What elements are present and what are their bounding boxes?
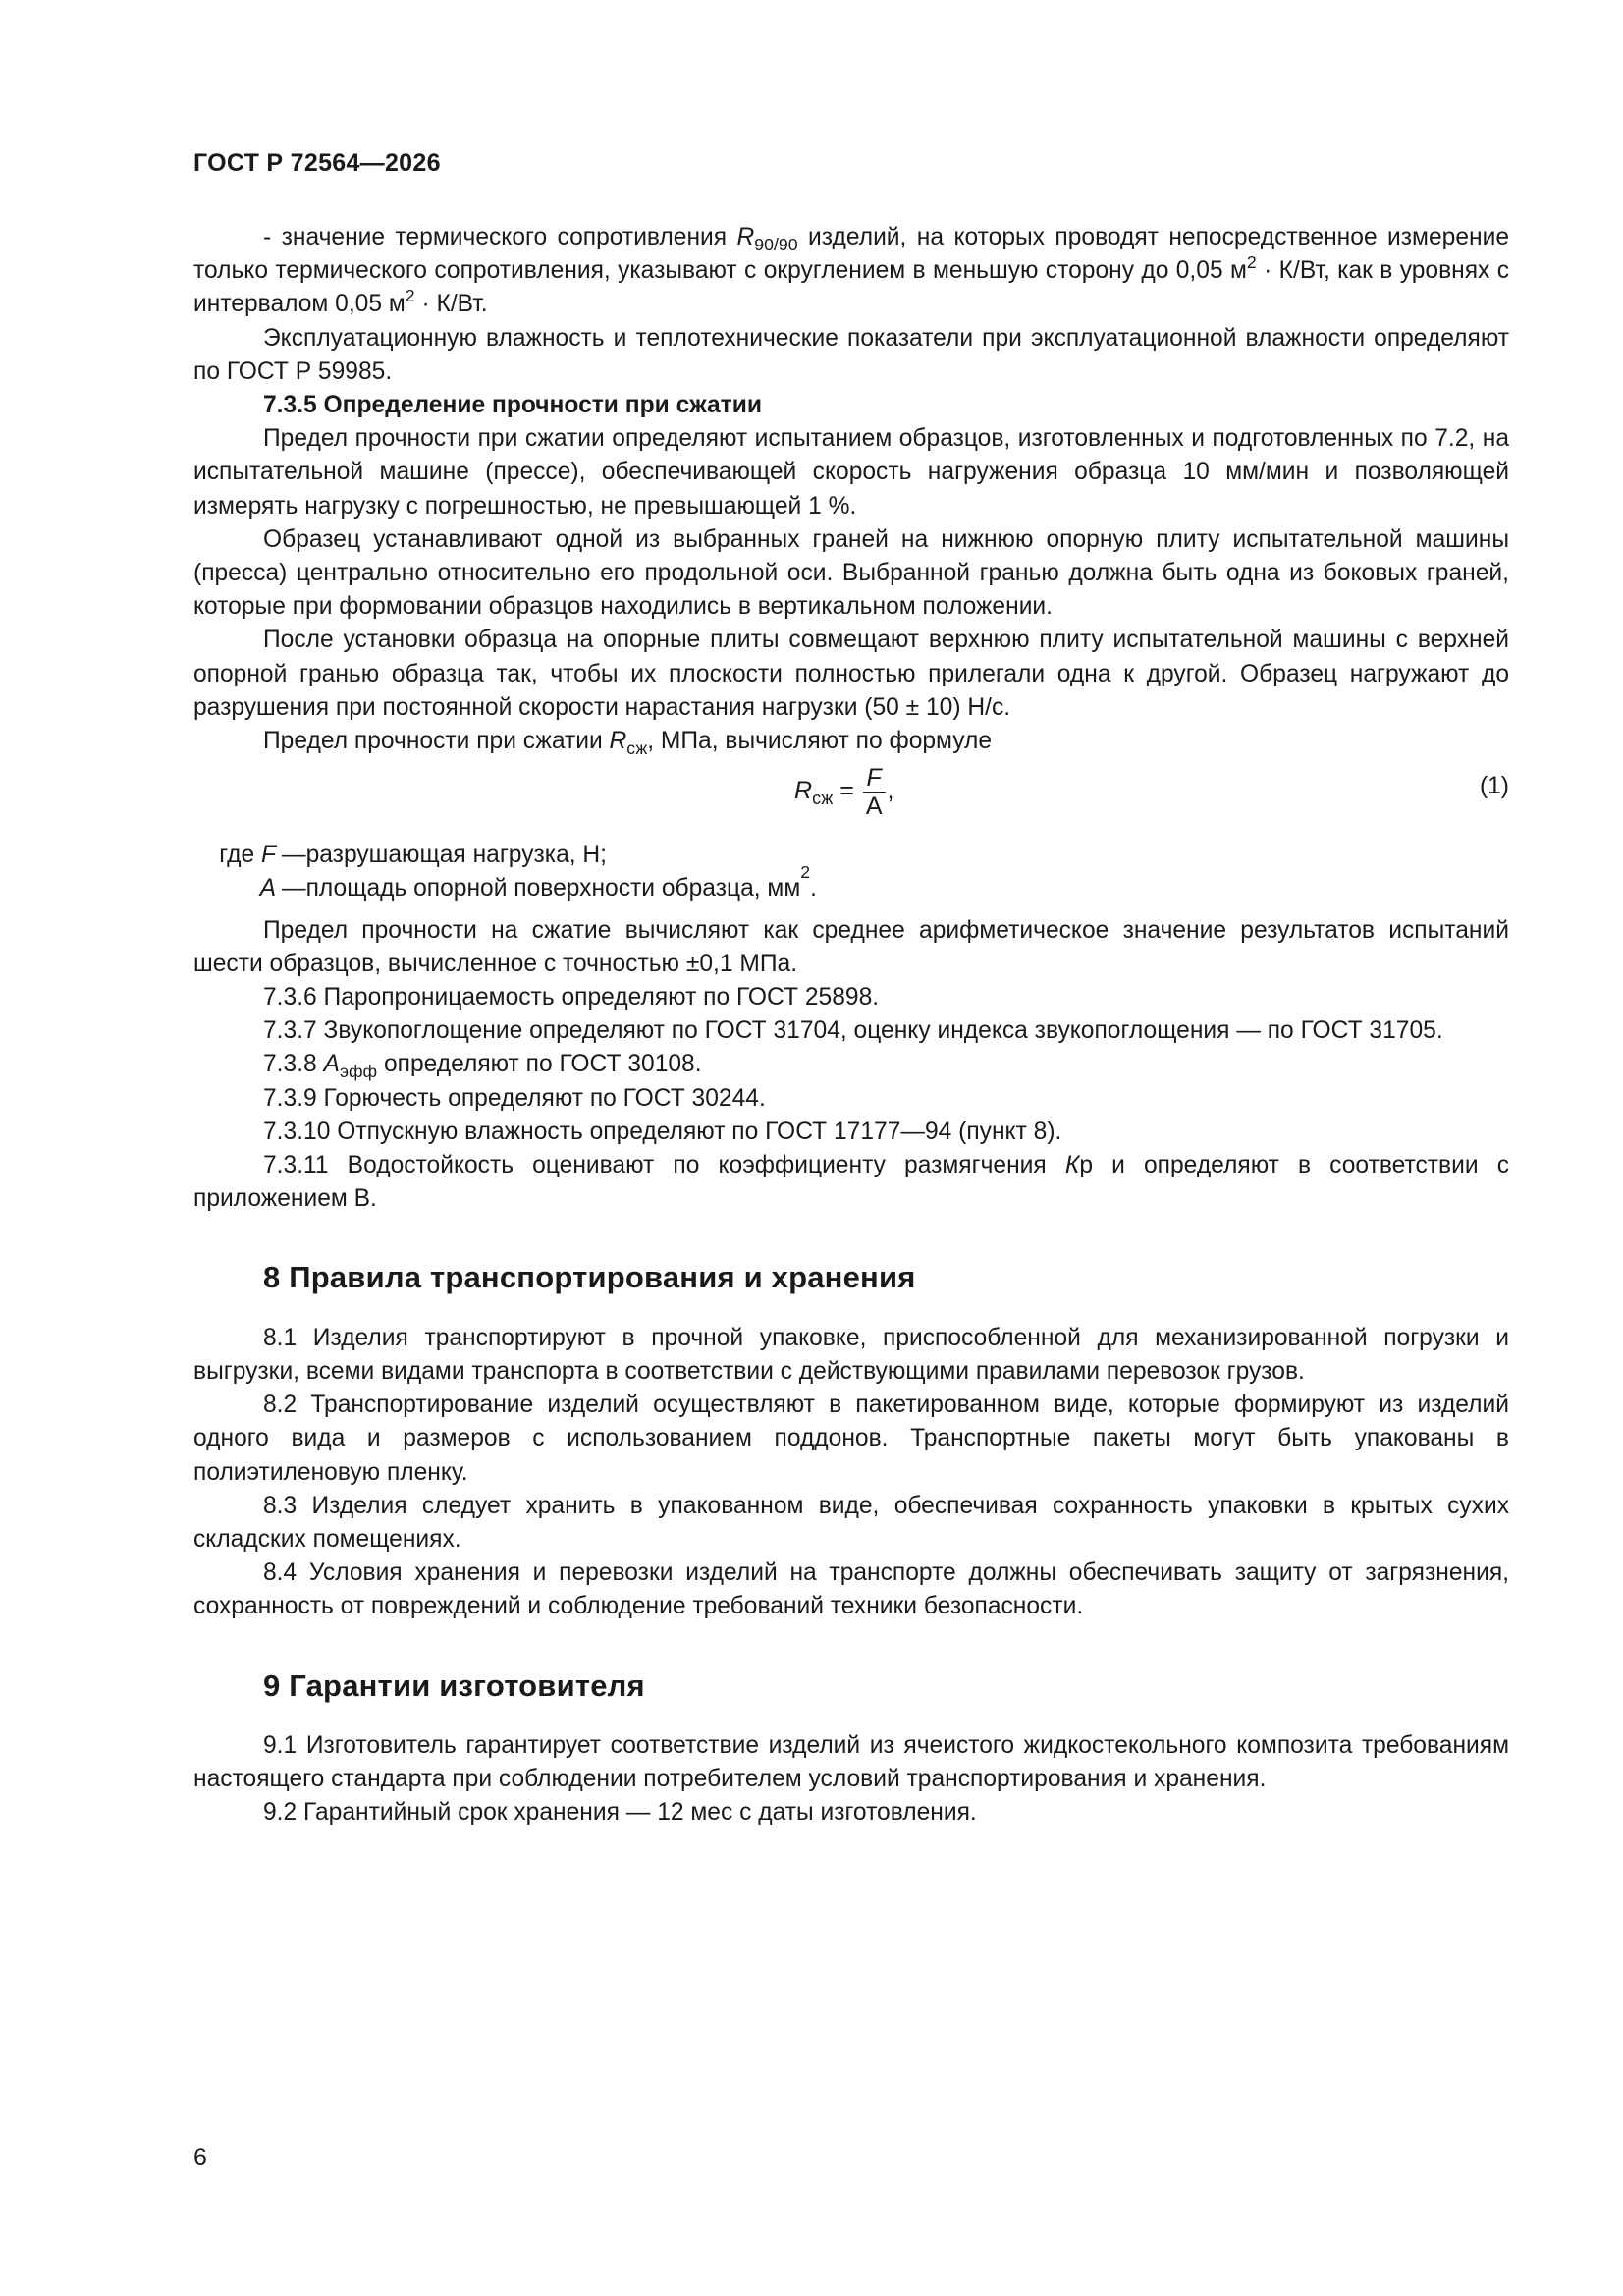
paragraph-compression-test: Предел прочности при сжатии определяют испытанием образцов, изготовленных и подготовленных по 7.2, на испытательной машине (прессе), обеспечивающей скорость нагружения образца 10 мм/мин и позволяющей измерять нагрузку с погрешностью, не превышающей 1 %. <box>193 425 1509 519</box>
paragraph-thermal-resistance: - значение термического сопротивления $R_{90/90}$ изделий, на которых проводят непосредственное измерение только термического сопротивления, указывают с округлением в меньшую сторону до 0,05 $м^2 \cdot К/Вт$, как в уровнях с интервалом 0,05 $м^2 \cdot К/Вт$. <box>193 224 1509 318</box>
paragraph-8-4: 8.4 Условия хранения и перевозки изделий на транспорте должны обеспечивать защиту от загрязнения, сохранность от повреждений и соблюдение требований техники безопасности. <box>193 1559 1509 1620</box>
paragraph-7-3-9: 7.3.9 Горючесть определяют по ГОСТ 30244. <box>263 1084 766 1112</box>
paragraph-loading: После установки образца на опорные плиты совмещают верхнюю плиту испытательной машины с верхней опорной гранью образца так, чтобы их плоскости полностью прилегали одна к другой. Образец нагружают до разрушения при постоянной скорости нарастания нагрузки (50 ± 10) Н/с. <box>193 627 1509 721</box>
paragraph-9-2: 9.2 Гарантийный срок хранения — 12 мес с даты изготовления. <box>263 1799 977 1827</box>
paragraph-7-3-10: 7.3.10 Отпускную влажность определяют по ГОСТ 17177—94 (пункт 8). <box>263 1118 1062 1145</box>
paragraph-9-1: 9.1 Изготовитель гарантирует соответствие изделий из ячеистого жидкостекольного композита требованиям настоящего стандарта при соблюдении потребителем условий транспортирования и хранения. <box>193 1731 1509 1792</box>
subsection-heading-7-3-5: 7.3.5 Определение прочности при сжатии <box>263 392 762 419</box>
paragraph-7-3-6: 7.3.6 Паропроницаемость определяют по ГОСТ 25898. <box>263 984 880 1011</box>
paragraph-8-1: 8.1 Изделия транспортируют в прочной упаковке, приспособленной для механизированной погрузки и выгрузки, всеми видами транспорта в соответствии с действующими правилами перевозок грузов. <box>193 1324 1509 1385</box>
paragraph-operational-humidity: Эксплуатационную влажность и теплотехнические показатели при эксплуатационной влажности определяют по ГОСТ Р 59985. <box>193 324 1509 385</box>
fraction-numerator: F <box>863 764 886 793</box>
body-text <box>193 221 1509 1830</box>
symbol-r: R <box>736 224 755 250</box>
paragraph-7-3-11: 7.3.11 Водостойкость оценивают по коэффициенту размягчения Кр и определяют в соответствии с приложением В. <box>193 1152 1509 1213</box>
page-number: 6 <box>193 2144 207 2171</box>
legend-row-a: A — площадь опорной поверхности образца, мм 2 . <box>259 862 817 902</box>
formula-1 <box>193 758 1509 839</box>
paragraph-mean-value: Предел прочности на сжатие вычисляют как среднее арифметическое значение результатов испытаний шести образцов, вычисленное с точностью ±0,1 МПа. <box>193 916 1509 977</box>
formula-legend <box>193 839 1509 905</box>
paragraph-8-3: 8.3 Изделия следует хранить в упакованном виде, обеспечивая сохранность упаковки в крытых сухих складских помещениях. <box>193 1492 1509 1553</box>
section-heading-8: 8 Правила транспортирования и хранения <box>263 1260 916 1295</box>
fraction-denominator: A <box>865 793 883 821</box>
paragraph-formula-intro: Предел прочности при сжатии $R_{сж}$, МПа, вычисляют по формуле <box>263 728 993 759</box>
fraction <box>863 764 886 820</box>
paragraph-sample-placement: Образец устанавливают одной из выбранных граней на нижнюю опорную плиту испытательной машины (пресса) центрально относительно его продольной оси. Выбранной гранью должна быть одна из боковых граней, которые при формовании образцов находились в вертикальном положении. <box>193 525 1509 621</box>
legend-row-f: где F — разрушающая нагрузка, Н; <box>219 842 608 869</box>
paragraph-7-3-8: 7.3.8 $A_{эфф}$ определяют по ГОСТ 30108. <box>263 1051 702 1082</box>
section-heading-9: 9 Гарантии изготовителя <box>263 1667 645 1703</box>
paragraph-7-3-7: 7.3.7 Звукопоглощение определяют по ГОСТ 31704, оценку индекса звукопоглощения — по ГОСТ 31705. <box>263 1017 1443 1045</box>
formula-number: (1) <box>1479 773 1509 800</box>
document-page <box>193 0 1509 2296</box>
formula-expression: $R_{сж}$ = $\frac{F}{A}$ , <box>794 764 894 821</box>
running-header: ГОСТ Р 72564—2026 <box>193 149 441 177</box>
paragraph-8-2: 8.2 Транспортирование изделий осуществляют в пакетированном виде, которые формируют из изделий одного вида и размеров с использованием поддонов. Транспортные пакеты могут быть упакованы в полиэтиленовую пленку. <box>193 1392 1509 1486</box>
